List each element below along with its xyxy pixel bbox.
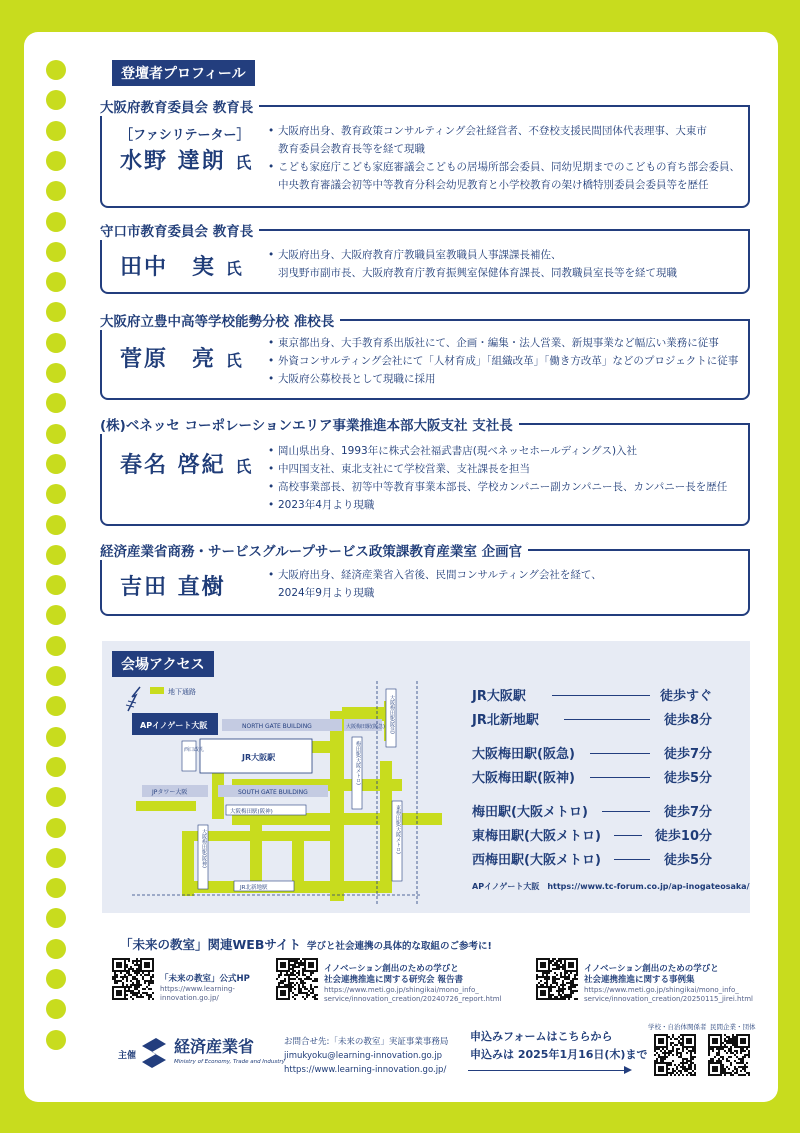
- binder-hole: [46, 212, 66, 232]
- route-row: [472, 825, 712, 847]
- north-arrow-icon: [126, 687, 140, 711]
- access-map: [122, 681, 442, 905]
- qr-code-apply-company[interactable]: [708, 1034, 750, 1076]
- contact-email[interactable]: jimukyoku@learning-innovation.go.jp: [284, 1051, 442, 1061]
- speaker-org: 大阪府立豊中高等学校能勢分校 准校長: [100, 314, 340, 330]
- route-station: 大阪梅田駅(阪神): [472, 771, 575, 786]
- route-row: [472, 767, 712, 789]
- speaker-org: (株)ベネッセ コーポレーションエリア事業推進本部大阪支社 支社長: [100, 418, 519, 434]
- route-time: 徒歩5分: [663, 771, 712, 786]
- binder-hole: [46, 454, 66, 474]
- qr-code-cases[interactable]: [536, 958, 578, 1000]
- ministry-name: 経済産業省: [174, 1037, 255, 1056]
- binder-hole: [46, 1030, 66, 1050]
- route-row: [472, 801, 712, 823]
- binder-hole: [46, 272, 66, 292]
- qr-label-school: 学校・自治体関係者: [648, 1023, 707, 1031]
- binder-hole: [46, 636, 66, 656]
- route-station: 東梅田駅(大阪メトロ): [472, 829, 601, 844]
- route-row: [472, 849, 712, 871]
- contact-label: お問合せ先:「未来の教室」実証事業事務局: [284, 1037, 449, 1047]
- route-row: [472, 743, 712, 765]
- contact-site[interactable]: https://www.learning-innovation.go.jp/: [284, 1065, 447, 1075]
- speaker-org: 経済産業省商務・サービスグループサービス政策課教育産業室 企画官: [100, 544, 528, 560]
- binder-hole: [46, 424, 66, 444]
- binder-hole: [46, 333, 66, 353]
- speaker-role: ［ファシリテーター］: [120, 128, 250, 143]
- route-time: 徒歩5分: [663, 853, 712, 868]
- link-cases[interactable]: イノベーション創出のための学びと 社会連携推進に関する事例集 https://www.meti.go.jp/shingikai/mono_info_ service/innovation_creation/20250115_jirei.html: [584, 964, 753, 1003]
- speaker-name: 水野 達朗 氏: [120, 149, 252, 174]
- binder-hole: [46, 121, 66, 141]
- binder-hole: [46, 969, 66, 989]
- west-gate-label: 西口改札: [184, 747, 205, 753]
- binder-hole: [46, 515, 66, 535]
- binder-hole: [46, 242, 66, 262]
- qr-code-official[interactable]: [112, 958, 154, 1000]
- binder-hole: [46, 757, 66, 777]
- link-report[interactable]: イノベーション創出のための学びと 社会連携推進に関する研究会 報告書 https://www.meti.go.jp/shingikai/mono_info_ service/innovation_creation/20240726_report.html: [324, 964, 502, 1003]
- speaker-card: [100, 540, 750, 616]
- speaker-name: 菅原 亮 氏: [120, 347, 242, 372]
- route-time: 徒歩7分: [663, 747, 712, 762]
- umeda-metro-label: 梅田駅(大阪メトロ): [355, 741, 361, 785]
- route-station: 大阪梅田駅(阪急): [472, 747, 575, 762]
- speaker-card: [100, 220, 750, 294]
- apply-block: [470, 1028, 647, 1064]
- host-label: 主催: [118, 1051, 137, 1061]
- route-station: 西梅田駅(大阪メトロ): [472, 853, 601, 868]
- speaker-bio: • 東京都出身、大手教育系出版社にて、企画・編集・法人営業、新規事業など幅広い業務に従事 • 外資コンサルティング会社にて「人材育成」「組織改革」「働き方改革」などのプロジェクトに従事 • 大阪府公募校長として現職に採用: [268, 334, 740, 388]
- qr-label-company: 民間企業・団体: [710, 1023, 756, 1031]
- qr-code-apply-school[interactable]: [654, 1034, 696, 1076]
- kitashinchi-label: JR北新地駅: [240, 885, 268, 891]
- link-official-site[interactable]: 「未来の教室」公式HP https://www.learning- innovation.go.jp/: [160, 974, 250, 1002]
- binder-hole: [46, 848, 66, 868]
- route-time: 徒歩7分: [663, 805, 712, 820]
- route-time: 徒歩8分: [663, 713, 712, 728]
- ministry-en: Ministry of Economy, Trade and Industry: [174, 1059, 285, 1065]
- binder-hole: [46, 363, 66, 383]
- speaker-name: 春名 啓紀 氏: [120, 453, 252, 478]
- venue-url: APイノゲート大阪 https://www.tc-forum.co.jp/ap-inogateosaka/: [472, 882, 750, 891]
- speaker-bio: • 大阪府出身、経済産業省入省後、民間コンサルティング会社を経て、 2024年9月より現職: [268, 566, 740, 602]
- hanshin-v-label: 大阪梅田駅(阪神): [201, 829, 207, 868]
- speaker-card: [100, 310, 750, 400]
- speaker-card: [100, 96, 750, 208]
- speaker-name: 吉田 直樹: [120, 575, 226, 600]
- route-row: [472, 709, 712, 731]
- binder-hole: [46, 878, 66, 898]
- route-time: 徒歩10分: [654, 829, 712, 844]
- jr-osaka-label: JR大阪駅: [242, 753, 276, 762]
- speaker-name: 田中 実 氏: [120, 255, 242, 280]
- binder-hole: [46, 60, 66, 80]
- arrow-right-icon: [624, 1066, 632, 1074]
- route-time: 徒歩すぐ: [659, 689, 712, 704]
- binder-hole: [46, 545, 66, 565]
- binder-hole: [46, 818, 66, 838]
- access-section: [102, 641, 750, 913]
- profile-section-header: 登壇者プロフィール: [112, 60, 255, 86]
- binder-hole: [46, 575, 66, 595]
- speaker-bio: • 大阪府出身、大阪府教育庁教職員室教職員人事課課長補佐、 羽曳野市副市長、大阪府教育庁教育振興室保健体育課長、同教職員室長等を経て現職: [268, 246, 740, 282]
- speaker-org: 守口市教育委員会 教育長: [100, 224, 259, 240]
- qr-code-report[interactable]: [276, 958, 318, 1000]
- higashi-umeda-label: 東梅田駅(大阪メトロ): [395, 805, 401, 854]
- route-row: [472, 685, 712, 707]
- apply-title: 申込みフォームはこちらから: [470, 1030, 613, 1043]
- speaker-org: 大阪府教育委員会 教育長: [100, 100, 259, 116]
- legend-swatch: [150, 687, 164, 694]
- speaker-bio: • 大阪府出身、教育政策コンサルティング会社経営者、不登校支援民間団体代表理事、大東市 教育委員会教育長等を経て現職 • こども家庭庁こども家庭審議会こどもの居場所部会委員、同幼児期までのこどもの育ち部会委員、 中央教育審議会初等中等教育分科会幼児教育と小学校教育の架け橋特別委員会委員等を歴任: [268, 122, 740, 194]
- apply-deadline: 申込みは 2025年1月16日(木)まで: [470, 1048, 648, 1061]
- binder-hole: [46, 727, 66, 747]
- route-station: JR大阪駅: [472, 689, 526, 704]
- binder-hole: [46, 939, 66, 959]
- binder-hole: [46, 151, 66, 171]
- meti-logo-icon: [138, 1036, 170, 1070]
- map-legend-label: 地下通路: [168, 688, 196, 696]
- route-station: JR北新地駅: [472, 713, 539, 728]
- speaker-bio: • 岡山県出身、1993年に株式会社福武書店(現ベネッセホールディングス)入社 • 中四国支社、東北支社にて学校営業、支社課長を担当 • 高校事業部長、初等中等教育事業本部長、学校カンパニー副カンパニー長、カンパニー長を歴任 • 2023年4月より現職: [268, 442, 740, 514]
- binder-hole: [46, 666, 66, 686]
- north-gate-label: NORTH GATE BUILDING: [242, 723, 312, 730]
- access-section-header: 会場アクセス: [112, 651, 214, 677]
- speaker-card: [100, 414, 750, 526]
- hanshin-h-label: 大阪梅田駅(阪神): [230, 809, 273, 815]
- jp-tower-label: JPタワー大阪: [152, 789, 188, 796]
- hankyu-h-label: 大阪梅田駅(阪急): [346, 724, 385, 730]
- route-station: 梅田駅(大阪メトロ): [472, 805, 588, 820]
- south-gate-label: SOUTH GATE BUILDING: [238, 789, 308, 796]
- web-section-title: 「未来の教室」関連WEBサイト 学びと社会連携の具体的な取組のご参考に!: [120, 937, 492, 952]
- hankyu-v-label: 大阪梅田駅(阪急): [389, 695, 395, 734]
- venue-label: APイノゲート大阪: [140, 721, 208, 730]
